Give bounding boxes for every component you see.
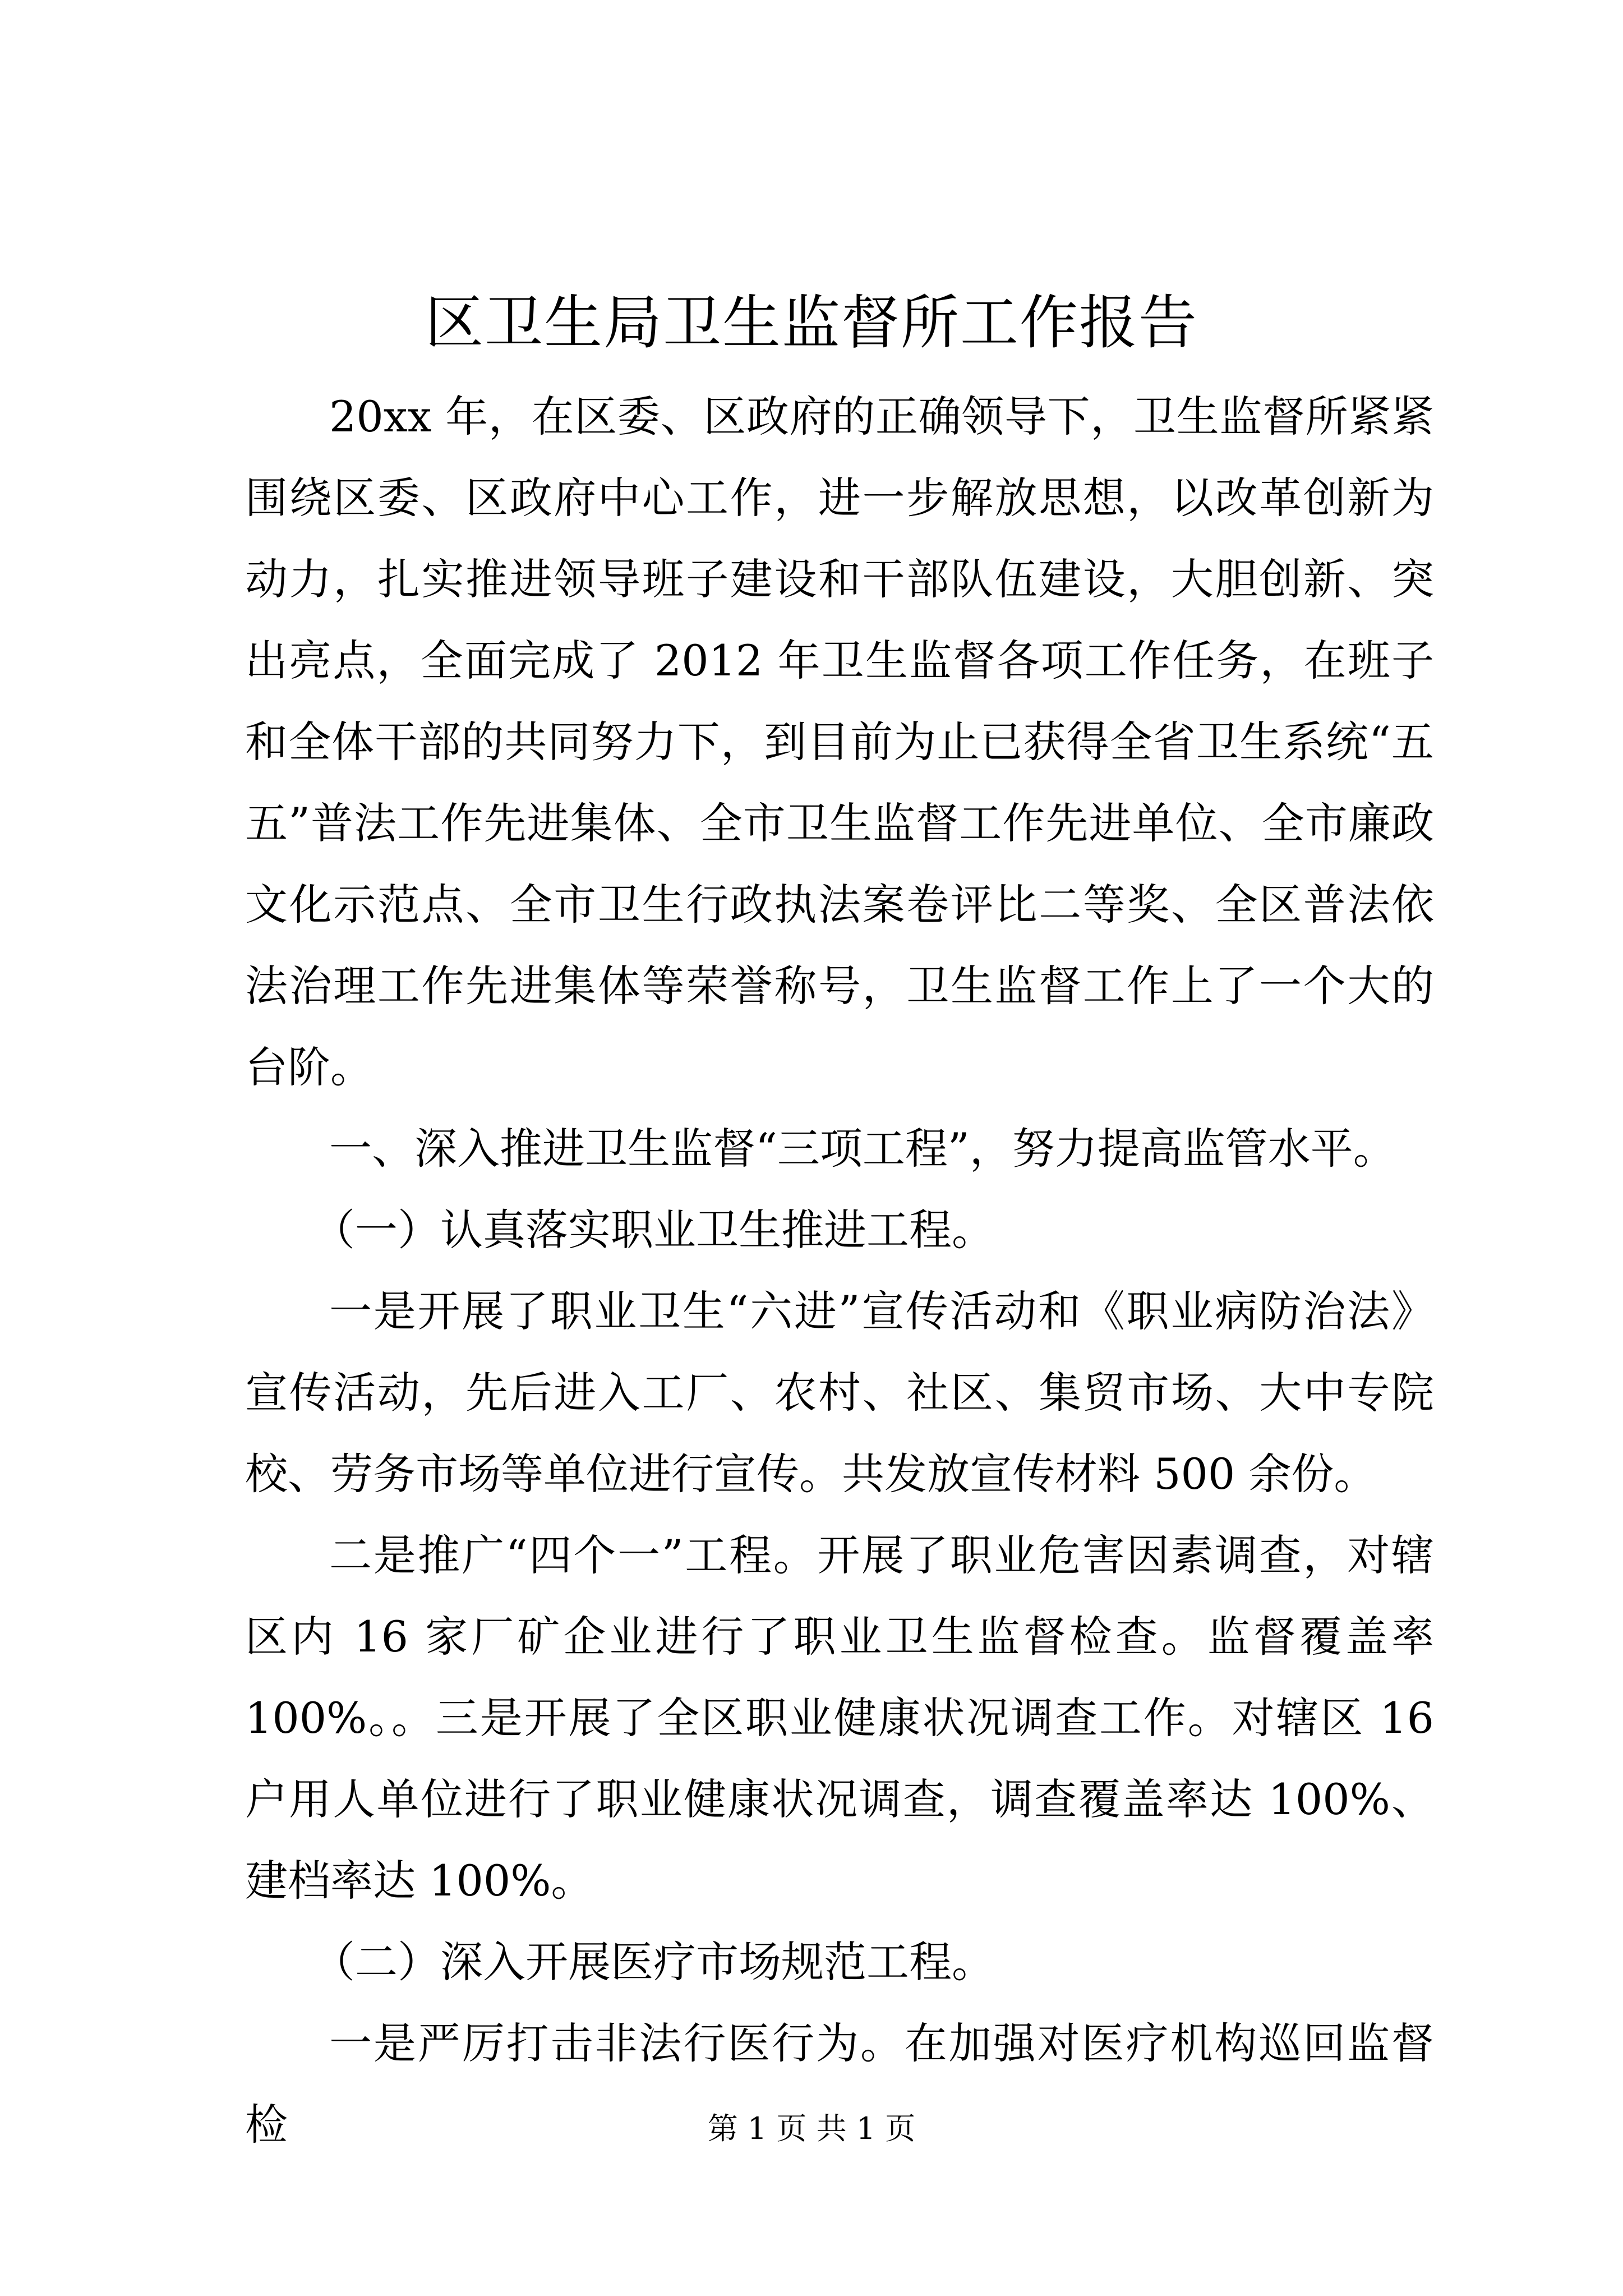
subsection-heading-2: （二）深入开展医疗市场规范工程。 — [312, 1937, 994, 1987]
paragraph-illegal-practice: 一是严厉打击非法行医行为。在加强对医疗机构巡回监督检 — [245, 2018, 1434, 2150]
paragraph-publicity: 一是开展了职业卫生“六进”宣传活动和《职业病防治法》宣传活动，先后进入工厂、农村、社区、集贸市场、大中专院校、劳务市场等单位进行宣传。共发放宣传材料 500 余份。 — [245, 1286, 1434, 1499]
document-title: 区卫生局卫生监督所工作报告 — [425, 288, 1198, 357]
page-footer: 第 1 页 共 1 页 — [707, 2111, 916, 2146]
paragraph-four-one: 二是推广“四个一”工程。开展了职业危害因素调查，对辖区内 16 家厂矿企业进行了职业卫生监督检查。监督覆盖率 100%。。三是开展了全区职业健康状况调查工作。对辖区 16 户用人单位进行了职业健康状况调查，调查覆盖率达 100%、建档率达 100%。 — [245, 1530, 1434, 1906]
document-body — [245, 376, 1434, 2165]
subsection-heading-1: （一）认真落实职业卫生推进工程。 — [312, 1205, 994, 1255]
section-heading-1: 一、深入推进卫生监督“三项工程”，努力提高监管水平。 — [329, 1124, 1396, 1174]
paragraph-intro: 20xx 年，在区委、区政府的正确领导下，卫生监督所紧紧围绕区委、区政府中心工作，进一步解放思想，以改革创新为动力，扎实推进领导班子建设和干部队伍建设，大胆创新、突出亮点，全面完成了 2012 年卫生监督各项工作任务，在班子和全体干部的共同努力下，到目前为止已获得全省卫生系统“五五”普法工作先进集体、全市卫生监督工作先进单位、全市廉政文化示范点、全市卫生行政执法案卷评比二等奖、全区普法依法治理工作先进集体等荣誉称号，卫生监督工作上了一个大的台阶。 — [245, 392, 1434, 1092]
